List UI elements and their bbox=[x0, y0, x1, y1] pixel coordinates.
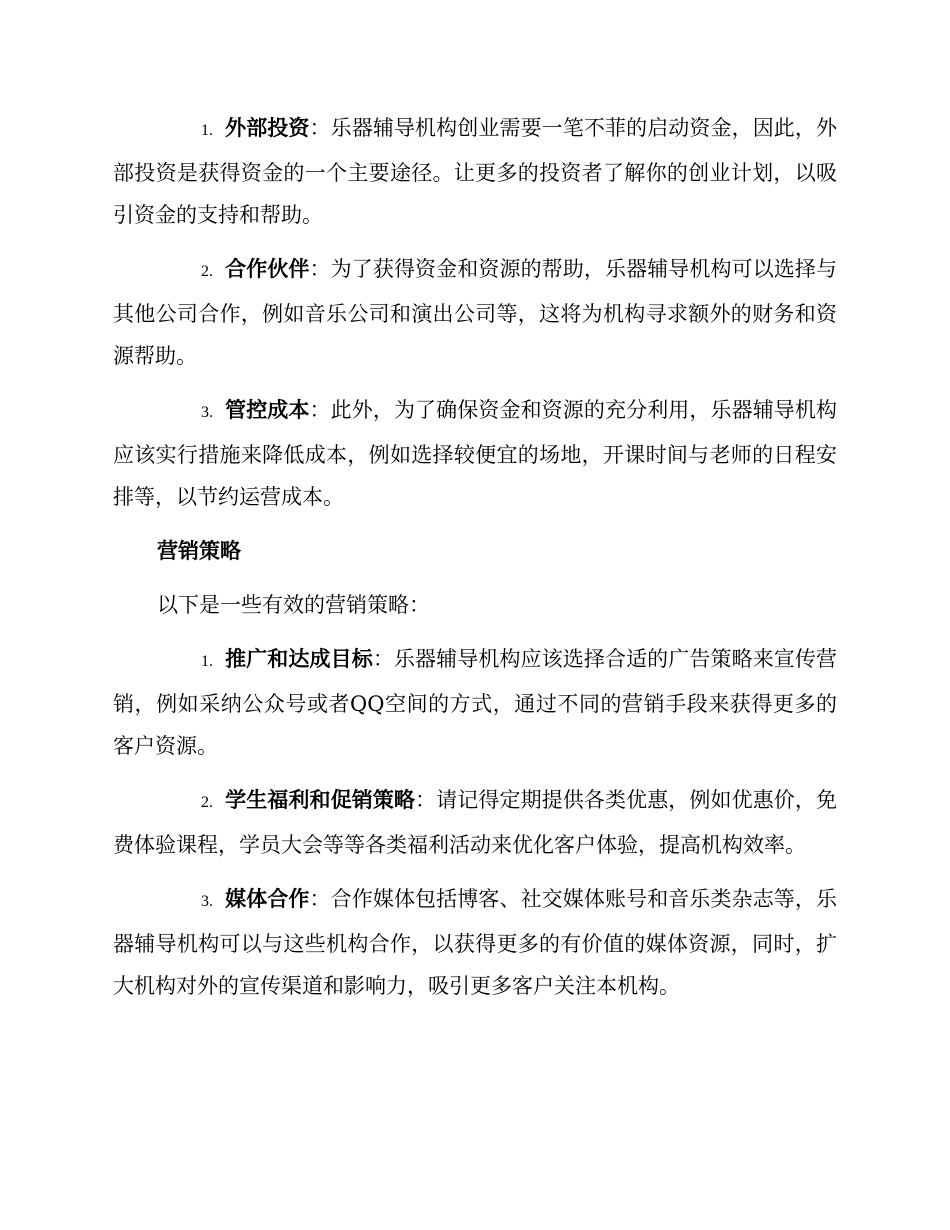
marketing-item-1 bbox=[113, 638, 837, 767]
item-title: 外部投资 bbox=[225, 115, 310, 140]
item-text: 此外，为了确保资金和资源的充分利用，乐器辅导机构应该实行措施来降低成本，例如选择较便宜的场地，开课时间与老师的日程安排等，以节约运营成本。 bbox=[113, 398, 838, 509]
item-text: 请记得定期提供各类优惠，例如优惠价，免费体验课程，学员大会等等各类福利活动来优化客户体验，提高机构效率。 bbox=[113, 788, 838, 857]
list-number: 1. bbox=[201, 122, 213, 139]
item-text: 乐器辅导机构创业需要一笔不菲的启动资金，因此，外部投资是获得资金的一个主要途径。让更多的投资者了解你的创业计划，以吸引资金的支持和帮助。 bbox=[113, 116, 838, 227]
item-title: 学生福利和促销策略 bbox=[225, 787, 416, 812]
item-title: 管控成本 bbox=[225, 397, 310, 422]
list-number: 3. bbox=[201, 893, 213, 910]
item-text: 合作媒体包括博客、社交媒体账号和音乐类杂志等，乐器辅导机构可以与这些机构合作，以获得更多的有价值的媒体资源，同时，扩大机构对外的宣传渠道和影响力，吸引更多客户关注本机构。 bbox=[113, 887, 838, 998]
list-number: 3. bbox=[201, 404, 213, 421]
marketing-heading: 营销策略 bbox=[157, 538, 241, 563]
item-separator: ： bbox=[309, 887, 331, 911]
list-number: 2. bbox=[201, 794, 213, 811]
marketing-item-2 bbox=[113, 779, 837, 866]
item-title: 合作伙伴 bbox=[225, 256, 310, 281]
item-text: 乐器辅导机构应该选择合适的广告策略来宣传营销，例如采纳公众号或者QQ空间的方式，通过不同的营销手段来获得更多的客户资源。 bbox=[113, 647, 838, 758]
funding-item-3 bbox=[113, 389, 837, 518]
item-title: 推广和达成目标 bbox=[225, 646, 373, 671]
item-separator: ： bbox=[415, 788, 437, 812]
item-separator: ： bbox=[309, 398, 331, 422]
document-body bbox=[113, 107, 837, 1019]
item-separator: ： bbox=[372, 647, 394, 671]
list-number: 1. bbox=[201, 653, 213, 670]
funding-item-1 bbox=[113, 107, 837, 236]
marketing-item-3 bbox=[113, 878, 837, 1007]
list-number: 2. bbox=[201, 263, 213, 280]
marketing-intro: 以下是一些有效的营销策略： bbox=[157, 593, 430, 617]
item-separator: ： bbox=[309, 257, 331, 281]
item-separator: ： bbox=[309, 116, 331, 140]
funding-item-2 bbox=[113, 248, 837, 377]
item-title: 媒体合作 bbox=[225, 886, 310, 911]
item-text: 为了获得资金和资源的帮助，乐器辅导机构可以选择与其他公司合作，例如音乐公司和演出公司等，这将为机构寻求额外的财务和资源帮助。 bbox=[113, 257, 838, 368]
